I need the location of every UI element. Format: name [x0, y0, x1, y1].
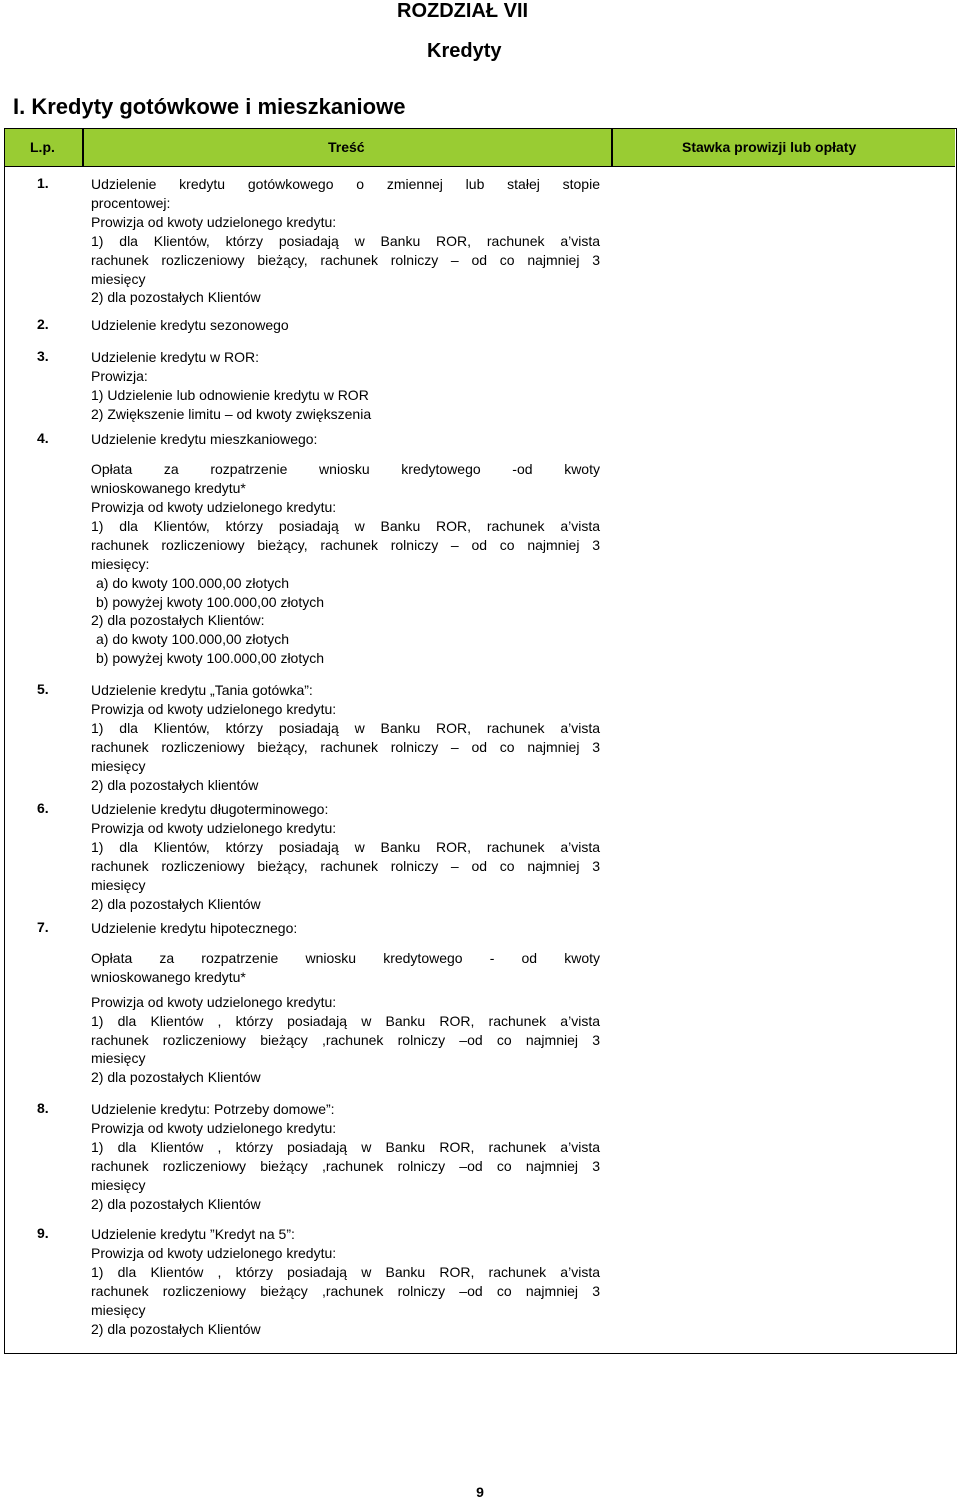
row-text-line: Prowizja od kwoty udzielonego kredytu:: [91, 1119, 337, 1136]
row-text-line: miesięcy: [91, 270, 146, 287]
row-text-line: miesięcy: [91, 1176, 146, 1193]
section-title: I. Kredyty gotówkowe i mieszkaniowe: [13, 94, 406, 119]
row-text-line: rachunek rozliczeniowy bieżący, rachunek rolniczy – od co najmniej 3: [91, 536, 600, 553]
page-number: 9: [476, 1484, 484, 1500]
row-text-line: Udzielenie kredytu mieszkaniowego:: [91, 431, 318, 447]
row-text-line: 2) dla pozostałych Klientów: [91, 289, 261, 306]
fees-table: [4, 128, 957, 1354]
row-text-line: procentowej:: [91, 194, 171, 211]
row-number: 2.: [37, 316, 49, 332]
table-header: [5, 129, 955, 167]
row-number: 6.: [37, 800, 49, 816]
row-text-line: Udzielenie kredytu sezonowego: [91, 317, 289, 333]
row-text-line: Prowizja od kwoty udzielonego kredytu:: [91, 700, 337, 717]
row-text-line: 2) dla pozostałych Klientów: [91, 1069, 261, 1086]
row-text-line: 1) dla Klientów, którzy posiadają w Banku ROR, rachunek a’vista: [91, 838, 600, 855]
row-text-line: 1) dla Klientów, którzy posiadają w Banku ROR, rachunek a’vista: [91, 517, 600, 534]
row-text-line: 2) dla pozostałych Klientów:: [91, 612, 265, 629]
row-text-line: Udzielenie kredytu hipotecznego:: [91, 920, 298, 936]
row-text-line: rachunek rozliczeniowy bieżący ,rachunek rolniczy –od co najmniej 3: [91, 1031, 600, 1048]
row-text-line: Opłata za rozpatrzenie wniosku kredytowego - od kwoty: [91, 950, 600, 967]
row-text-line: a) do kwoty 100.000,00 złotych: [96, 574, 290, 591]
row-number: 8.: [37, 1100, 49, 1116]
chapter-title: ROZDZIAŁ VII: [397, 0, 529, 22]
row-text-line: 2) dla pozostałych klientów: [91, 776, 259, 793]
row-text-line: 2) dla pozostałych Klientów: [91, 1320, 261, 1337]
row-text-line: miesięcy:: [91, 555, 150, 572]
row-text-line: 2) dla pozostałych Klientów: [91, 1195, 261, 1212]
row-text-line: Opłata za rozpatrzenie wniosku kredytowego -od kwoty: [91, 461, 600, 478]
row-text-line: rachunek rozliczeniowy bieżący ,rachunek rolniczy –od co najmniej 3: [91, 1282, 600, 1299]
row-text-line: Udzielenie kredytu „Tania gotówka”:: [91, 682, 313, 698]
row-number: 4.: [37, 430, 49, 446]
row-number: 1.: [37, 175, 49, 191]
row-text-line: miesięcy: [91, 876, 146, 893]
row-text-line: rachunek rozliczeniowy bieżący, rachunek rolniczy – od co najmniej 3: [91, 738, 600, 755]
row-text-line: Prowizja od kwoty udzielonego kredytu:: [91, 1244, 337, 1261]
row-text-line: Udzielenie kredytu: Potrzeby domowe”:: [91, 1101, 335, 1117]
row-text-line: 2) Zwiększenie limitu – od kwoty zwiększenia: [91, 405, 372, 422]
row-text-line: 1) dla Klientów, którzy posiadają w Banku ROR, rachunek a’vista: [91, 232, 600, 249]
row-text-line: rachunek rozliczeniowy bieżący, rachunek rolniczy – od co najmniej 3: [91, 857, 600, 874]
row-text-line: 1) dla Klientów , którzy posiadają w Banku ROR, rachunek a’vista: [91, 1263, 600, 1280]
row-text-line: a) do kwoty 100.000,00 złotych: [96, 631, 290, 648]
row-text-line: 1) Udzielenie lub odnowienie kredytu w ROR: [91, 386, 369, 403]
row-text-line: 2) dla pozostałych Klientów: [91, 895, 261, 912]
column-header-content: Treść: [328, 139, 365, 155]
row-text-line: Prowizja od kwoty udzielonego kredytu:: [91, 213, 337, 230]
row-text-line: Prowizja od kwoty udzielonego kredytu:: [91, 819, 337, 836]
row-text-line: rachunek rozliczeniowy bieżący, rachunek rolniczy – od co najmniej 3: [91, 251, 600, 268]
row-number: 7.: [37, 919, 49, 935]
row-text-line: b) powyżej kwoty 100.000,00 złotych: [96, 593, 325, 610]
row-text-line: Prowizja od kwoty udzielonego kredytu:: [91, 499, 337, 516]
row-number: 5.: [37, 681, 49, 697]
row-text-line: miesięcy: [91, 757, 146, 774]
column-divider: [611, 129, 613, 166]
column-header-rate: Stawka prowizji lub opłaty: [682, 139, 857, 155]
row-text-line: miesięcy: [91, 1301, 146, 1318]
row-text-line: Prowizja:: [91, 367, 148, 384]
row-text-line: rachunek rozliczeniowy bieżący ,rachunek rolniczy –od co najmniej 3: [91, 1157, 600, 1174]
row-text-line: Udzielenie kredytu w ROR:: [91, 349, 260, 365]
row-text-line: 1) dla Klientów, którzy posiadają w Banku ROR, rachunek a’vista: [91, 719, 600, 736]
row-number: 9.: [37, 1225, 49, 1241]
row-text-line: miesięcy: [91, 1050, 146, 1067]
row-text-line: Udzielenie kredytu gotówkowego o zmiennej lub stałej stopie: [91, 176, 600, 192]
row-number: 3.: [37, 348, 49, 364]
row-text-line: b) powyżej kwoty 100.000,00 złotych: [96, 650, 325, 667]
column-divider: [82, 129, 84, 166]
row-text-line: Udzielenie kredytu długoterminowego:: [91, 801, 329, 817]
row-text-line: wnioskowanego kredytu*: [91, 969, 246, 986]
row-text-line: 1) dla Klientów , którzy posiadają w Banku ROR, rachunek a’vista: [91, 1012, 600, 1029]
row-text-line: Prowizja od kwoty udzielonego kredytu:: [91, 993, 337, 1010]
row-text-line: Udzielenie kredytu ”Kredyt na 5”:: [91, 1226, 295, 1242]
row-text-line: 1) dla Klientów , którzy posiadają w Banku ROR, rachunek a’vista: [91, 1138, 600, 1155]
row-text-line: wnioskowanego kredytu*: [91, 480, 246, 497]
column-header-lp: L.p.: [30, 139, 55, 155]
chapter-subtitle: Kredyty: [427, 40, 502, 62]
